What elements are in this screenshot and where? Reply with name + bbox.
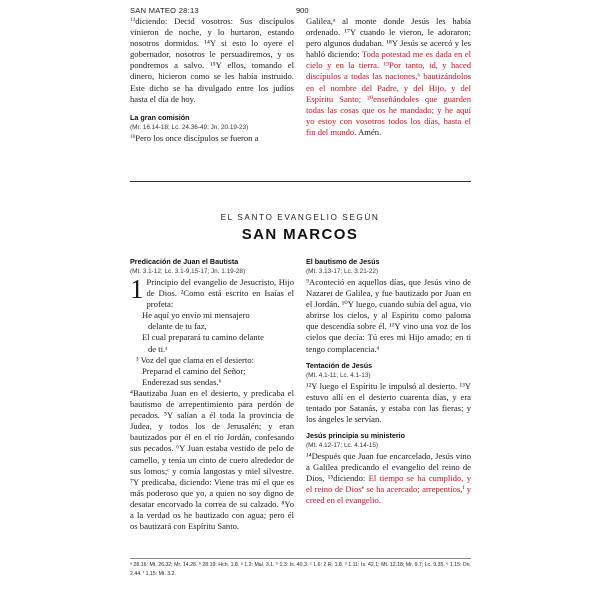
mateo-right-column [306, 16, 471, 138]
header-reference: SAN MATEO 28:13 [130, 6, 199, 15]
verse-text: Principio del evangelio de Jesucristo, Hijo de Dios. ²Como está escrito en Isaías el profeta: [146, 277, 294, 310]
book-kicker: EL SANTO EVANGELIO SEGÚN [220, 213, 380, 222]
mateo-verses-13-15 [130, 16, 294, 105]
footnote-divider [130, 558, 471, 559]
poetry-line: Enderezad sus sendas.ᵇ [142, 376, 222, 387]
marcos-verses-14-15 [306, 451, 471, 506]
marcos-verse-1 [130, 274, 294, 310]
page-number: 900 [296, 6, 309, 15]
words-of-jesus: y creed en el evangelio. [306, 484, 471, 506]
verse-text: diciendo: Decid vosotros: Sus discípulos vinieron de noche, y lo hurtaron, estando nosotros dormidos. ¹⁴Y si esto lo oyere el gobernador, nosotros le persuadiremos, y os pondremos a salvo. ¹⁵Y ellos, tomando el dinero, hicieron como se les había instruido. Este dicho se ha divulgado entre los judíos hasta el día de hoy. [130, 16, 294, 104]
chapter-number: 1 [130, 274, 144, 304]
marcos-verses-9-11: ⁹Aconteció en aquellos días, que Jesús vino de Nazaret de Galilea, y fue bautizado por Juan en el Jordán. ¹⁰Y luego, cuando subía del agua, vio abrirse los cielos, y al Espíritu como paloma que descendía sobre él. ¹¹Y vino una voz de los cielos que decía: Tú eres mi Hijo amado; en ti tengo complacencia.ᵈ [306, 277, 471, 354]
verse-text: Galilea,ᵃ al monte donde Jesús les había ordenado. ¹⁷Y cuando le vieron, le adoraron; pero algunos dudaban. ¹⁸Y Jesús se acercó y les habló diciendo: [306, 16, 471, 60]
words-of-jesus: Toda potestad me es dada en el cielo y en la tierra. ¹⁹Por tanto, id, y haced discípulos a todas las naciones,ᵇ bautizándolos en el nombre del Padre, y del Hijo, y del Espíritu Santo; ²⁰enseñándoles que guarden todas las cosas que os he mandado; y he aquí yo estoy con vosotros todos los días, hasta el fin del mundo. [306, 49, 471, 137]
cross-reference: (Mr. 16.14-18; Lc. 24.36-49; Jn. 20.19-23) [130, 123, 249, 131]
marcos-verses-12-13: ¹²Y luego el Espíritu le impulsó al desierto. ¹³Y estuvo allí en el desierto cuarenta días, y era tentado por Satanás, y estaba con las fieras; y los ángeles le servían. [306, 380, 471, 424]
footnote-marker: e [361, 485, 365, 492]
marcos-left-column [130, 257, 294, 532]
cross-reference: (Mt. 4.1-11; Lc. 4.1-13) [306, 371, 371, 379]
marcos-verses-4-8: ⁴Bautizaba Juan en el desierto, y predicaba el bautismo de arrepentimiento para perdón de pecados. ⁵Y salían a él toda la provincia de Judea, y todos los de Jerusalén; y eran bautizados por él en el río Jordán, confesando sus pecados. ⁶Y Juan estaba vestido de pelo de camello, y tenía un cinto de cuero alrededor de sus lomos;ᶜ y comía langostas y miel silvestre. ⁷Y predicaba, diciendo: Viene tras mí el que es más poderoso que yo, a quien no soy digno de desatar encorvado la correa de su calzado. ⁸Yo a la verdad os he bautizado con agua; pero él os bautizará con Espíritu Santo. [130, 387, 294, 532]
section-heading: Tentación de Jesús [306, 360, 373, 370]
words-of-jesus: El tiempo se ha cumplido, y el reino de Dios [306, 473, 471, 495]
book-title: SAN MARCOS [241, 226, 359, 243]
section-heading: La gran comisión [130, 112, 190, 122]
verse-number: 13 [130, 16, 136, 23]
cross-reference: (Mt. 3.1-12; Lc. 3.1-9,15-17; Jn. 1.19-28) [130, 268, 246, 275]
cross-reference: (Mt. 4.12-17; Lc. 4.14-15) [306, 442, 379, 450]
running-header [0, 6, 600, 18]
poetry-line: El cual preparará tu camino delante [142, 332, 264, 343]
mateo-left-column [130, 16, 294, 144]
cross-reference: (Mt. 3.13-17; Lc. 3.21-22) [306, 268, 379, 275]
section-heading: Jesús principia su ministerio [306, 431, 406, 441]
verse-text: ¹⁴Después que Juan fue encarcelado, Jesús vino a Galilea predicando el evangelio del reino de Dios, ¹⁵diciendo: [306, 451, 471, 484]
verse-number: 16 [130, 133, 136, 140]
poetry-line: He aquí yo envío mi mensajero [142, 310, 250, 321]
footnotes: ᵃ 28.16: Mt. 26.32; Mr. 14.28. ᵇ 28.19: Hch. 1.8. ᵃ 1.2: Mal. 3.1. ᵇ 1.3: Is. 40.3. ᶜ 1.6: 2 R. 1.8. ᵈ 1.11: Is. 42.1; Mt. 12.18; Mr. 9.7; Lc. 9.35. ᵉ 1.15: Dn. 2.44. ᶠ 1.15: Mt. 3.2. [130, 562, 471, 577]
section-divider [130, 181, 471, 182]
words-of-jesus: se ha acercado; arrepentíos, [366, 484, 463, 495]
poetry-line: de ti.ᵃ [148, 343, 168, 354]
poetry-line: Preparad el camino del Señor; [142, 365, 246, 376]
marcos-right-column [306, 257, 471, 507]
mateo-verse-16 [130, 133, 294, 144]
amen-text: Amén. [358, 126, 382, 137]
poetry-line: delante de tu faz, [148, 321, 207, 332]
poetry-line: ³ Voz del que clama en el desierto: [136, 354, 254, 365]
verse-text: Pero los once discípulos se fueron a [135, 132, 259, 143]
mateo-verses-16-20 [306, 16, 471, 138]
section-heading: El bautismo de Jesús [306, 257, 380, 266]
footnote-marker: f [462, 485, 465, 492]
section-heading: Predicación de Juan el Bautista [130, 257, 239, 266]
